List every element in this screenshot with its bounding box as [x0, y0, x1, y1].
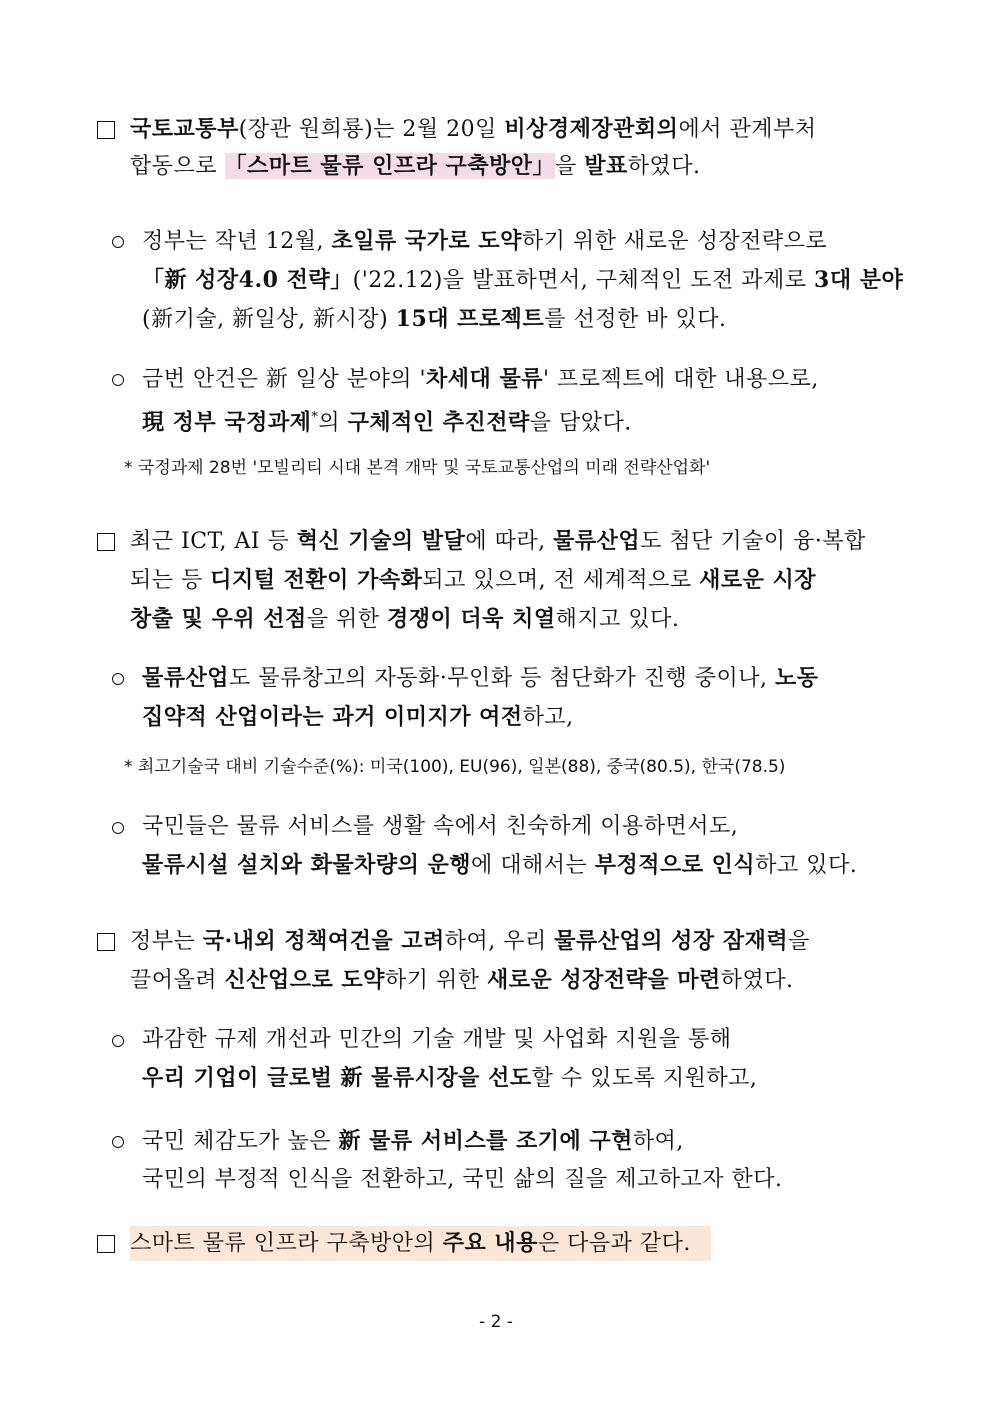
- text: 하기 위한 새로운 성장전략으로: [521, 229, 828, 254]
- emphasis: 차세대 물류: [426, 366, 543, 392]
- text: 금번 안건은 新 일상 분야의 ': [142, 367, 427, 392]
- circle-bullet-icon: [112, 673, 124, 685]
- text: ' 프로젝트에 대한 내용으로,: [542, 367, 819, 392]
- bullet-4: [142, 810, 857, 883]
- emphasis: 비상경제장관회의: [504, 116, 679, 142]
- emphasis: 부정적으로 인식: [594, 852, 756, 878]
- text: 정부는: [130, 929, 203, 954]
- highlight-title: 「스마트 물류 인프라 구축방안」: [224, 153, 556, 179]
- text: 의: [318, 410, 348, 436]
- emphasis: 우리 기업이 글로벌 新 물류시장을 선도: [142, 1065, 532, 1091]
- text: 과감한 규제 개선과 민간의 기술 개발 및 사업화 지원을 통해: [142, 1027, 732, 1052]
- text: 할 수 있도록 지원하고,: [531, 1066, 758, 1091]
- emphasis: 집약적 산업이라는 과거 이미지가 여전: [142, 704, 523, 730]
- text: 하고 있다.: [755, 853, 858, 878]
- bullet-5: [142, 1023, 757, 1096]
- text: 하기 위한: [384, 968, 487, 993]
- text: 국민의 부정적 인식을 전환하고, 국민 삶의 질을 제고하고자 한다.: [142, 1167, 783, 1192]
- emphasis: 現 정부 국정과제: [142, 409, 312, 436]
- emphasis: 초일류 국가로 도약: [331, 228, 522, 254]
- text: 을: [788, 929, 810, 954]
- text: 국민 체감도가 높은: [142, 1129, 339, 1154]
- bullet-2: [142, 362, 819, 440]
- section-4: [130, 1226, 711, 1261]
- emphasis: 새로운 시장: [699, 567, 817, 593]
- emphasis: 혁신 기술의 발달: [296, 528, 466, 554]
- emphasis: 물류시설 설치와 화물차량의 운행: [142, 852, 472, 878]
- circle-bullet-icon: [112, 822, 124, 834]
- emphasis: 新 물류 서비스를 조기에 구현: [338, 1128, 633, 1154]
- text: 에 대해서는: [471, 853, 595, 878]
- emphasis: 발표: [584, 153, 628, 179]
- text: (新기술, 新일상, 新시장): [142, 307, 396, 332]
- text: 은 다음과 같다.: [537, 1231, 691, 1256]
- text: 스마트 물류 인프라 구축방안의: [130, 1231, 443, 1256]
- text: 정부는 작년 12월,: [142, 229, 332, 254]
- bullet-1: [142, 224, 903, 337]
- emphasis: 물류산업: [553, 528, 641, 554]
- emphasis: 국토교통부: [130, 116, 239, 142]
- bullet-6: [142, 1124, 783, 1197]
- square-bullet-icon: [97, 121, 115, 139]
- emphasis: 국·내외 정책여건을 고려: [202, 928, 445, 954]
- text: 되는 등: [130, 568, 211, 593]
- text: 에서 관계부처: [678, 117, 817, 142]
- circle-bullet-icon: [112, 236, 124, 248]
- emphasis: 물류산업의 성장 잠재력: [554, 928, 789, 954]
- text: 국민들은 물류 서비스를 생활 속에서 친숙하게 이용하면서도,: [142, 814, 739, 839]
- text: 하고,: [522, 705, 574, 730]
- square-bullet-icon: [97, 933, 115, 951]
- text: 하여, 우리: [444, 929, 555, 954]
- footnote-mark: *: [311, 410, 319, 425]
- text: 를 선정한 바 있다.: [544, 307, 727, 332]
- text: 도 첨단 기술이 융·복합: [640, 529, 866, 554]
- page-number: - 2 -: [479, 1312, 513, 1332]
- section-2: [130, 524, 866, 637]
- emphasis: 신산업으로 도약: [224, 967, 385, 993]
- section-1: [130, 112, 816, 184]
- emphasis: 창출 및 우위 선점: [130, 606, 307, 632]
- emphasis: 3대 분야: [814, 267, 904, 293]
- emphasis: 경쟁이 더욱 치열: [387, 606, 556, 632]
- square-bullet-icon: [97, 533, 115, 551]
- emphasis: 노동: [775, 665, 819, 691]
- text: 에 따라,: [465, 529, 554, 554]
- circle-bullet-icon: [112, 1136, 124, 1148]
- text: 해지고 있다.: [555, 607, 680, 632]
- footnote: * 최고기술국 대비 기술수준(%): 미국(100), EU(96), 일본(88), 중국(80.5), 한국(78.5): [124, 757, 786, 777]
- text: 하였다.: [720, 968, 794, 993]
- emphasis: 물류산업: [142, 665, 230, 691]
- text: 을 담았다.: [529, 410, 632, 436]
- square-bullet-icon: [97, 1235, 115, 1253]
- bullet-3: [142, 661, 819, 735]
- text: 을 위한: [306, 607, 387, 632]
- text: 하여,: [632, 1129, 684, 1154]
- text: 을: [555, 154, 585, 179]
- emphasis: 구체적인 추진전략: [347, 409, 530, 436]
- emphasis: 주요 내용: [442, 1230, 538, 1256]
- text: (장관 원희룡)는 2월 20일: [238, 117, 505, 142]
- text: 하였다.: [627, 154, 701, 179]
- text: 도 물류창고의 자동화·무인화 등 첨단화가 진행 중이나,: [229, 666, 775, 691]
- circle-bullet-icon: [112, 374, 124, 386]
- emphasis: 새로운 성장전략을 마련: [486, 967, 721, 993]
- emphasis: 디지털 전환이 가속화: [210, 567, 423, 593]
- text: 되고 있으며, 전 세계적으로: [422, 568, 700, 593]
- circle-bullet-icon: [112, 1035, 124, 1047]
- text: ('22.12)을 발표하면서, 구체적인 도전 과제로: [352, 268, 815, 293]
- emphasis: 15대 프로젝트: [395, 306, 545, 332]
- section-3: [130, 924, 810, 998]
- footnote: * 국정과제 28번 '모빌리티 시대 본격 개막 및 국토교통산업의 미래 전략산업화': [124, 458, 711, 478]
- text: 합동으로: [130, 154, 225, 179]
- text: 끌어올려: [130, 968, 225, 993]
- emphasis: 「新 성장4.0 전략」: [142, 267, 353, 293]
- text: 최근 ICT, AI 등: [130, 529, 297, 554]
